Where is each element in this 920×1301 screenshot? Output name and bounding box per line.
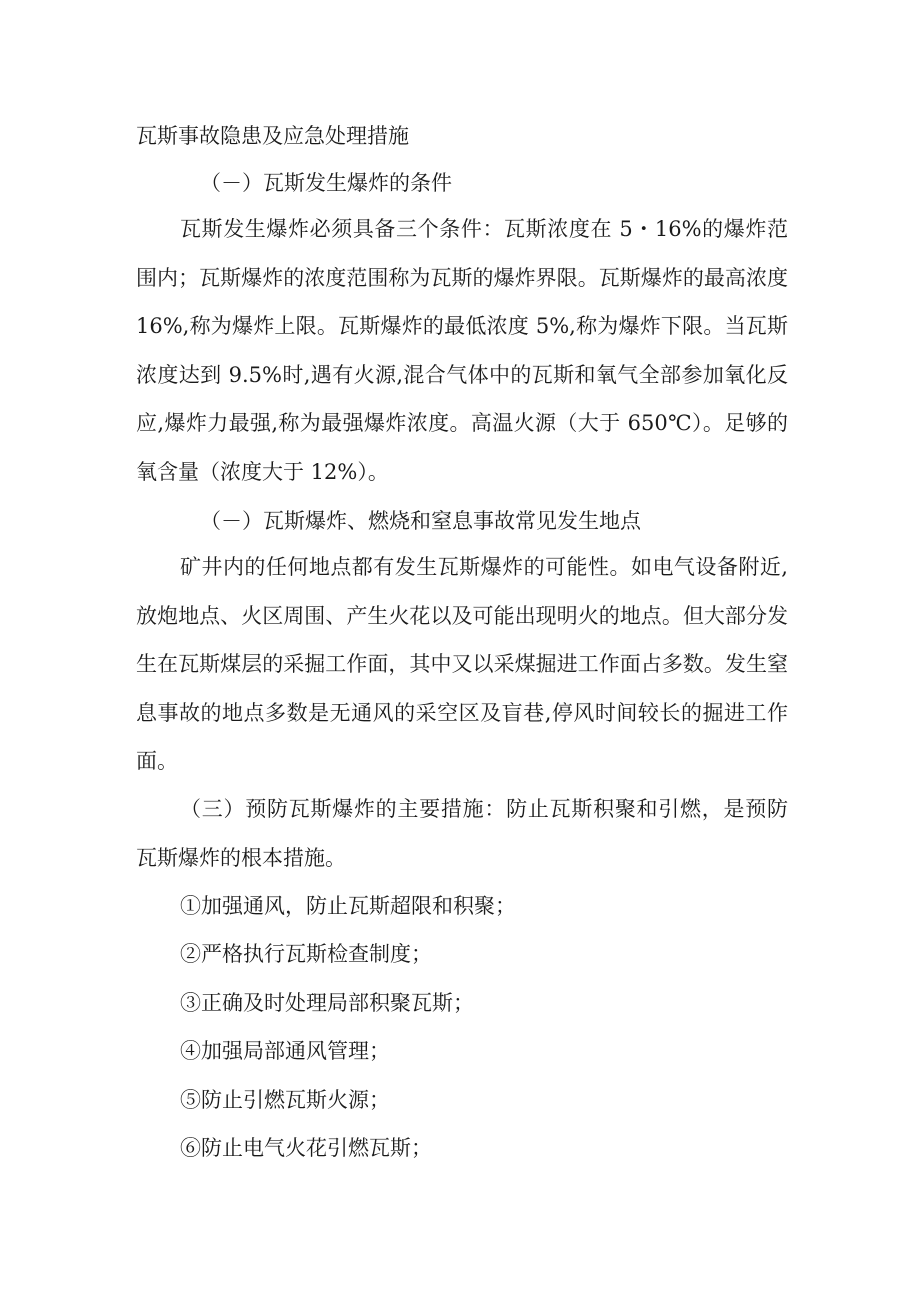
section-2-heading: （－）瓦斯爆炸、燃烧和窒息事故常见发生地点 xyxy=(200,509,641,533)
measure-item: ⑥防止电气火花引燃瓦斯； xyxy=(180,1136,432,1160)
measure-item: ④加强局部通风管理； xyxy=(180,1039,390,1063)
measure-item: ①加强通风，防止瓦斯超限和积聚； xyxy=(180,894,516,918)
measure-item: ③正确及时处理局部积聚瓦斯； xyxy=(180,991,474,1015)
section-2-body: 矿井内的任何地点都有发生瓦斯爆炸的可能性。如电气设备附近,放炮地点、火区周围、产生火花以及可能出现明火的地点。但大部分发生在瓦斯煤层的采掘工作面，其中又以采煤掘进工作面占多数。发生窒息事故的地点多数是无通风的采空区及盲巷,停风时间较长的掘进工作面。 xyxy=(136,555,788,773)
measure-item: ②严格执行瓦斯检查制度； xyxy=(180,942,432,966)
document-title: 瓦斯事故隐患及应急处理措施 xyxy=(136,124,409,148)
section-1-body: 瓦斯发生爆炸必须具备三个条件：瓦斯浓度在 5・16%的爆炸范围内；瓦斯爆炸的浓度范围称为瓦斯的爆炸界限。瓦斯爆炸的最高浓度 16%,称为爆炸上限。瓦斯爆炸的最低浓度 5%,称为爆炸下限。当瓦斯浓度达到 9.5%时,遇有火源,混合气体中的瓦斯和氧气全部参加氧化反应,爆炸力最强,称为最强爆炸浓度。高温火源（大于 650℃）。足够的氧含量（浓度大于 12%）。 xyxy=(136,217,788,484)
section-1-heading: （－）瓦斯发生爆炸的条件 xyxy=(200,171,452,195)
section-3-text: （三）预防瓦斯爆炸的主要措施：防止瓦斯积聚和引燃，是预防瓦斯爆炸的根本措施。 xyxy=(136,797,788,870)
measure-item: ⑤防止引燃瓦斯火源； xyxy=(180,1088,390,1112)
